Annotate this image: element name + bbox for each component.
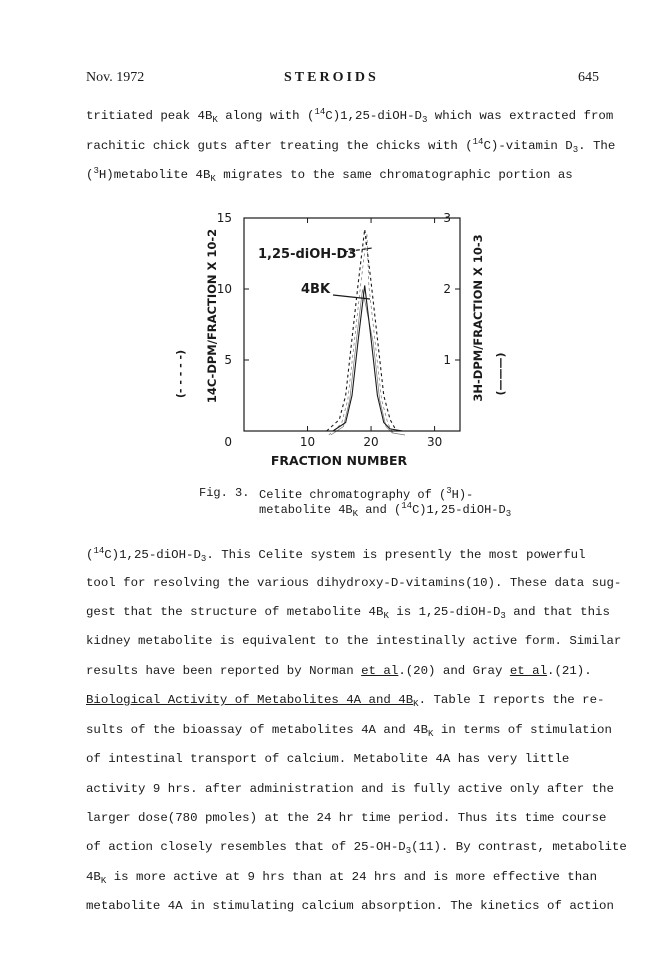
- annotation-leader-2: [333, 295, 370, 299]
- subscript: 3: [421, 115, 428, 125]
- text: is more active at 9 hrs than at 24 hrs and is more effective than: [106, 870, 598, 884]
- superscript: 3: [446, 486, 452, 496]
- paragraph-line-4: kidney metabolite is equivalent to the intestinally active form. Similar: [86, 634, 622, 648]
- text: H)metabolite 4B: [98, 168, 211, 182]
- text: rachitic chick guts after treating the chicks with (: [86, 139, 473, 153]
- paragraph-line-10: larger dose(780 pmoles) at the 24 hr time period. Thus its time course: [86, 811, 607, 825]
- paragraph-line-6: [86, 693, 604, 709]
- text: (: [86, 548, 94, 562]
- subscript: K: [210, 174, 216, 184]
- y-axis-right-legend: (———): [494, 352, 507, 396]
- text: migrates to the same chromatographic portion as: [215, 168, 573, 182]
- superscript: 3: [93, 166, 99, 176]
- text: 4B: [86, 870, 101, 884]
- text: of action closely resembles that of 25-OH-D: [86, 840, 406, 854]
- et-al: et al: [361, 664, 399, 678]
- text: sults of the bioassay of metabolites 4A and 4B: [86, 723, 429, 737]
- paragraph-line-13: metabolite 4A in stimulating calcium absorption. The kinetics of action: [86, 899, 614, 913]
- text: . Table I reports the re-: [418, 693, 605, 707]
- paragraph-line-5: [86, 664, 592, 678]
- text: metabolite 4B: [259, 503, 353, 517]
- text: (: [86, 168, 94, 182]
- text: results have been reported by Norman: [86, 664, 362, 678]
- text: .(20) and Gray: [398, 664, 510, 678]
- paragraph-top-line-2: [86, 137, 615, 155]
- text: tritiated peak 4B: [86, 109, 213, 123]
- paragraph-top-line-3: [86, 166, 573, 184]
- paragraph-line-3: [86, 605, 610, 621]
- figure-caption-line-1: [199, 486, 249, 500]
- figure-caption-text-2: [259, 501, 511, 519]
- y-right-tick-label: 1: [443, 353, 451, 367]
- text: C)1,25-diOH-D: [104, 548, 201, 562]
- x-tick-label: 10: [299, 435, 316, 449]
- paragraph-line-12: [86, 870, 597, 886]
- paragraph-line-2: tool for resolving the various dihydroxy-D-vitamins(10). These data sug-: [86, 576, 622, 590]
- text: and that this: [505, 605, 610, 619]
- figure-caption-text-1: [259, 486, 473, 502]
- paragraph-line-9: activity 9 hrs. after administration and is fully active only after the: [86, 782, 614, 796]
- heading-text: Biological Activity of Metabolites 4A and 4B: [86, 693, 414, 707]
- y-left-tick-label: 0: [224, 435, 232, 449]
- superscript: 14: [93, 546, 105, 556]
- y-axis-left-legend: (- - - - -): [174, 349, 187, 399]
- header-page-number: 645: [578, 70, 599, 85]
- y-left-tick-label: 15: [216, 211, 232, 225]
- superscript: 14: [314, 107, 326, 117]
- subscript: K: [413, 699, 419, 709]
- paragraph-top-line-1: [86, 107, 613, 125]
- header-date: Nov. 1972: [86, 70, 145, 85]
- text: which was extracted from: [427, 109, 614, 123]
- text: is 1,25-diOH-D: [388, 605, 501, 619]
- y-axis-right-label: 3H-DPM/FRACTION X 10-3: [471, 234, 485, 402]
- y-right-tick-label: 3: [443, 211, 451, 225]
- text: along with (: [217, 109, 315, 123]
- paragraph-line-11: [86, 840, 627, 856]
- subscript: 3: [500, 611, 506, 621]
- subscript: K: [212, 115, 218, 125]
- text: H)-: [451, 488, 474, 502]
- subscript: 3: [572, 145, 579, 155]
- text: .(21).: [547, 664, 592, 678]
- text: C)-vitamin D: [483, 139, 573, 153]
- superscript: 14: [472, 137, 484, 147]
- x-tick-label: 30: [426, 435, 443, 449]
- y-left-tick-label: 10: [216, 282, 232, 296]
- subscript: K: [383, 611, 389, 621]
- section-heading: [86, 693, 419, 707]
- text: (11). By contrast, metabolite: [411, 840, 627, 854]
- text: and (: [358, 503, 402, 517]
- text: C)1,25-diOH-D: [325, 109, 422, 123]
- series-14c-dashed-line-inner: [329, 233, 394, 435]
- text: . The: [578, 139, 616, 153]
- paragraph-line-8: of intestinal transport of calcium. Metabolite 4A has very little: [86, 752, 570, 766]
- subscript: K: [352, 509, 359, 519]
- text: Celite chromatography of (: [259, 488, 447, 502]
- superscript: 14: [401, 501, 413, 511]
- annotation-4bk: 4BK: [301, 282, 331, 297]
- subscript: 3: [200, 554, 207, 564]
- y-axis-left-label: 14C-DPM/FRACTION X 10-2: [205, 228, 219, 404]
- subscript: 3: [505, 509, 512, 519]
- caption-label: Fig. 3.: [199, 486, 250, 500]
- paragraph-line-7: [86, 723, 612, 739]
- chromatography-chart: [0, 196, 672, 476]
- text: C)1,25-diOH-D: [412, 503, 506, 517]
- series-3h-solid-line: [333, 285, 403, 431]
- text: in terms of stimulation: [433, 723, 612, 737]
- subscript: 3: [405, 846, 412, 856]
- y-right-tick-label: 2: [443, 282, 451, 296]
- et-al: et al: [509, 664, 548, 678]
- y-left-tick-label: 5: [224, 353, 232, 367]
- text: . This Celite system is presently the most powerful: [206, 548, 586, 562]
- x-axis-label: FRACTION NUMBER: [270, 453, 408, 468]
- subscript: K: [100, 876, 107, 886]
- subscript: K: [428, 729, 434, 739]
- header-journal: STEROIDS: [284, 70, 379, 85]
- x-tick-label: 20: [363, 435, 379, 449]
- paragraph-line-1: [86, 546, 586, 564]
- text: gest that the structure of metabolite 4B: [86, 605, 384, 619]
- annotation-1-25-dioh-d3: 1,25-diOH-D3: [258, 247, 357, 262]
